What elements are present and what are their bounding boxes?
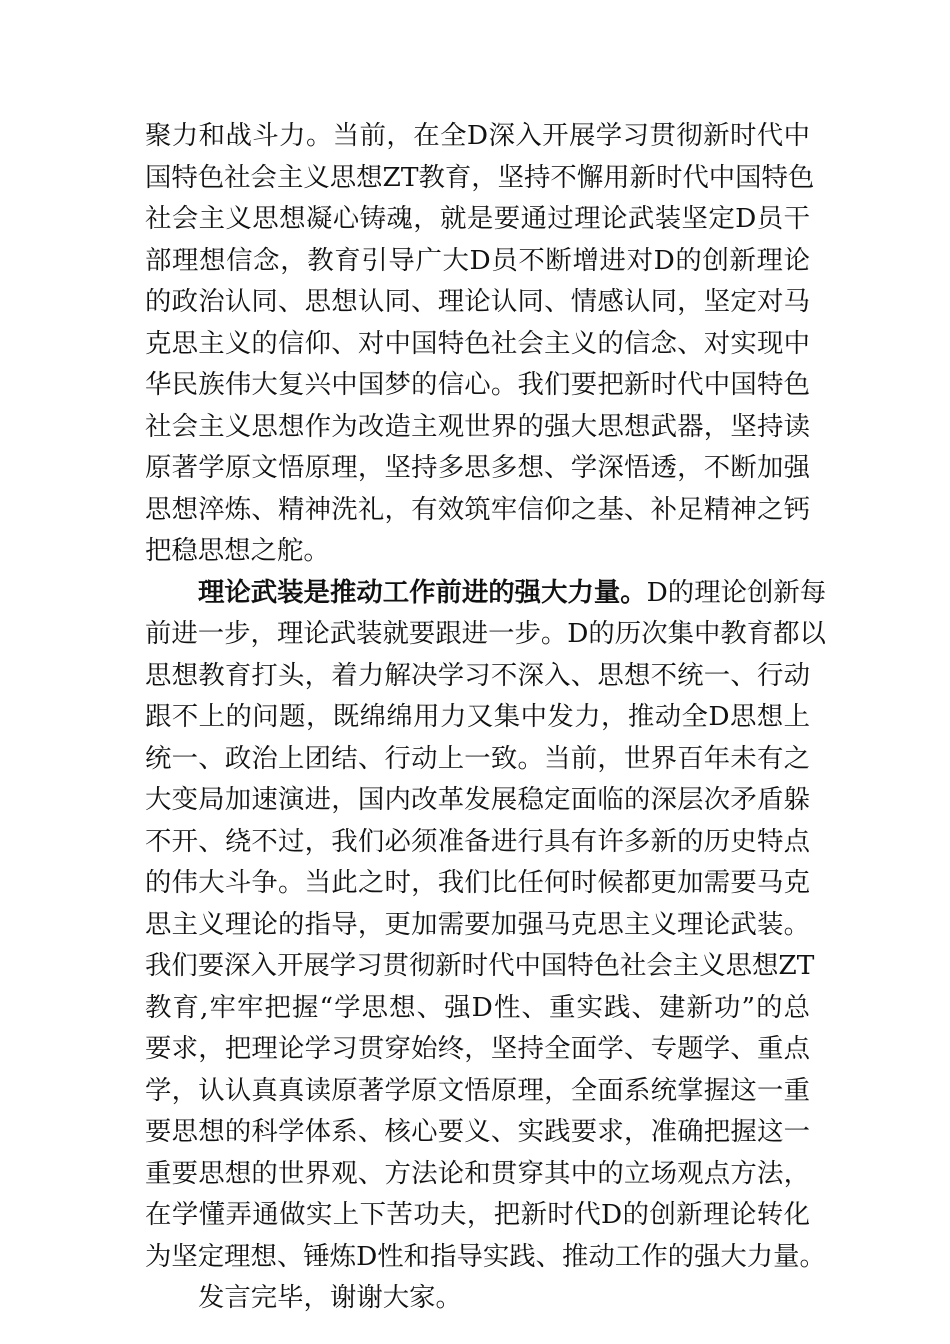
text-line: 大变局加速演进，国内改革发展稳定面临的深层次矛盾躲: [145, 784, 810, 815]
text-line: 社会主义思想凝心铸魂，就是要通过理论武装坚定D员干: [145, 203, 810, 234]
document-body: [145, 115, 827, 1319]
text-line: 统一、政治上团结、行动上一致。当前，世界百年未有之: [145, 742, 810, 774]
text-line: 的政治认同、思想认同、理论认同、情感认同，坚定对马: [145, 286, 810, 317]
text-line: 重要思想的世界观、方法论和贯穿其中的立场观点方法，: [145, 1157, 810, 1189]
text-line: 国特色社会主义思想ZT教育，坚持不懈用新时代中国特色: [145, 161, 815, 193]
text-line: 为坚定理想、锤炼D性和指导实践、推动工作的强大力量。: [145, 1240, 826, 1272]
text-line: 跟不上的问题，既绵绵用力又集中发力，推动全D思想上: [145, 701, 810, 732]
text-line: 要思想的科学体系、核心要义、实践要求，准确把握这一: [145, 1116, 810, 1147]
text-line: 在学懂弄通做实上下苦功夫，把新时代D的创新理论转化: [145, 1199, 810, 1230]
paragraph-2: [145, 572, 827, 1278]
text-line: 思想淬炼、精神洗礼，有效筑牢信仰之基、补足精神之钙: [145, 493, 810, 525]
text-line: 华民族伟大复兴中国梦的信心。我们要把新时代中国特色: [145, 369, 810, 400]
text-line: 部理想信念，教育引导广大D员不断增进对D的创新理论: [145, 244, 810, 276]
text-line: 教育,牢牢把握“学思想、强D性、重实践、建新功”的总: [145, 991, 810, 1023]
text-line: 前进一步，理论武装就要跟进一步。D的历次集中教育都以: [145, 618, 826, 649]
text-line: 的伟大斗争。当此之时，我们比任何时候都更加需要马克: [145, 867, 810, 898]
text-line: 聚力和战斗力。当前，在全D深入开展学习贯彻新时代中: [145, 120, 810, 151]
text-line: 学，认认真真读原著学原文悟原理，全面系统掌握这一重: [145, 1074, 810, 1106]
text-line: 思主义理论的指导，更加需要加强马克思主义理论武装。: [145, 908, 810, 940]
paragraph-2-first-line: [145, 572, 827, 614]
closing-text: 发言完毕，谢谢大家。: [198, 1282, 462, 1313]
paragraph-heading: 理论武装是推动工作前进的强大力量。: [198, 576, 647, 608]
text-line: 思想教育打头，着力解决学习不深入、思想不统一、行动: [145, 659, 810, 691]
paragraph-2-first-line-rest: D的理论创新每: [646, 576, 827, 608]
text-line: 克思主义的信仰、对中国特色社会主义的信念、对实现中: [145, 327, 810, 359]
text-line: 把稳思想之舵。: [145, 535, 330, 566]
text-line: 社会主义思想作为改造主观世界的强大思想武器，坚持读: [145, 410, 810, 442]
closing-paragraph: [145, 1277, 810, 1319]
text-line: 我们要深入开展学习贯彻新时代中国特色社会主义思想ZT: [145, 950, 815, 981]
text-line: 不开、绕不过，我们必须准备进行具有许多新的历史特点: [145, 825, 810, 857]
text-line: 原著学原文悟原理，坚持多思多想、学深悟透，不断加强: [145, 452, 810, 483]
paragraph-1: [145, 115, 815, 572]
text-line: 要求，把理论学习贯穿始终，坚持全面学、专题学、重点: [145, 1033, 810, 1064]
